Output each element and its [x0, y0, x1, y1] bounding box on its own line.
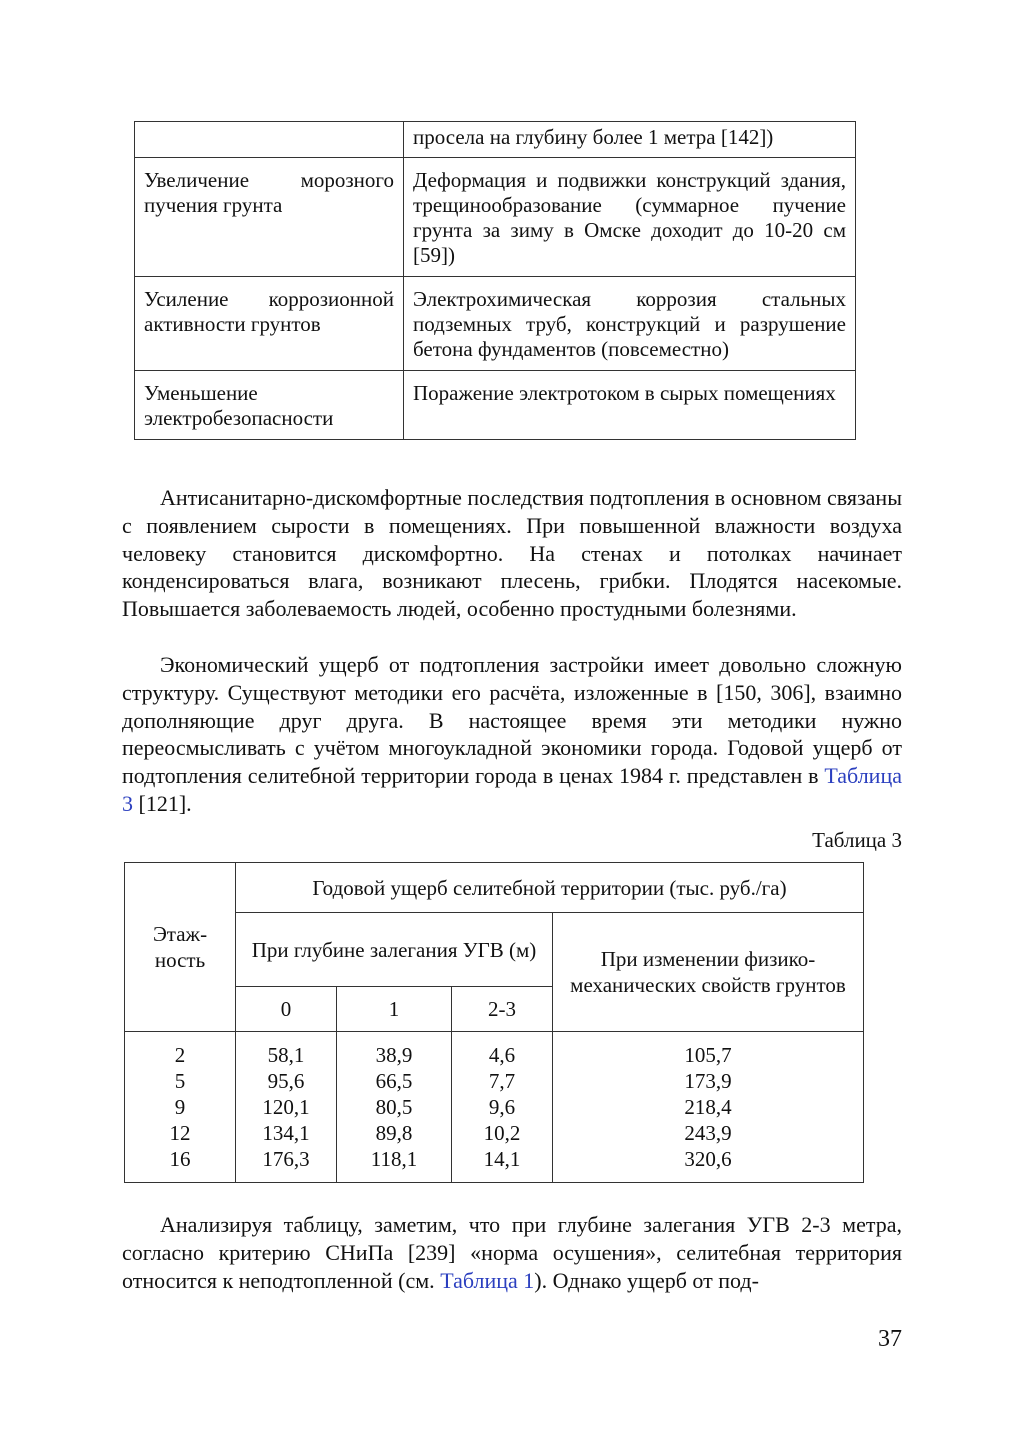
table-row: [135, 371, 856, 440]
paragraph-text: Экономический ущерб от подтопления застройки имеет довольно сложную структуру. Существуют методики его расчёта, изложенные в [150, 306], взаимно дополняющие друг друга. В настоящее время эти методики нужно переосмысливать с учётом многоукладной экономики города. Годовой ущерб от подтопления селитебной территории города в ценах 1984 г. представлен в: [122, 652, 902, 789]
table-cell: 9: [174, 1095, 186, 1119]
cause-cell: Уменьшение электробезопасности: [135, 371, 404, 440]
depth-23-column: [452, 1032, 553, 1183]
table-cell: 243,9: [684, 1121, 732, 1145]
table-row: [135, 277, 856, 371]
table-cell: 105,7: [684, 1043, 732, 1067]
paragraph-text: [121].: [133, 790, 192, 816]
table-header-row: [125, 863, 864, 913]
table-cell: 89,8: [375, 1121, 413, 1145]
depth-col-header: 0: [236, 987, 337, 1032]
table-row: [135, 122, 856, 158]
table-cell: 120,1: [262, 1095, 310, 1119]
cause-cell: Увеличение морозного пучения грунта: [135, 158, 404, 277]
floors-column: [125, 1032, 236, 1183]
table-cell: 320,6: [684, 1147, 732, 1171]
table-cell: 14,1: [483, 1147, 521, 1171]
cause-cell: [135, 122, 404, 158]
paragraph-text: ). Однако ущерб от под-: [534, 1267, 759, 1293]
depth-col-header: 1: [337, 987, 452, 1032]
depth-col-header: 2-3: [452, 987, 553, 1032]
table-cell: 5: [174, 1069, 186, 1093]
paragraph-text: Анализируя таблицу, заметим, что при глубине залегания УГВ 2-3 метра, согласно критерию СНиПа [239] «норма осушения», селитебная территория относится к неподтопленной (см.: [122, 1212, 902, 1293]
table-cell: 218,4: [684, 1095, 732, 1119]
table-cell: 12: [169, 1121, 191, 1145]
table-caption: Таблица 3: [812, 828, 902, 852]
table-cell: 95,6: [267, 1069, 305, 1093]
table3-link[interactable]: Таблица 3: [122, 763, 902, 816]
depth-1-column: [337, 1032, 452, 1183]
effect-cell: Деформация и подвижки конструкций здания, трещинообразование (суммарное пучение грунта за зиму в Омске доходит до 10-20 см [59]): [404, 158, 856, 277]
table-cell: 7,7: [488, 1069, 516, 1093]
props-column: [553, 1032, 864, 1183]
table-cell: 16: [169, 1147, 191, 1171]
table-cell: 2: [174, 1043, 186, 1067]
table-cell: 80,5: [375, 1095, 413, 1119]
effect-cell: просела на глубину более 1 метра [142]): [404, 122, 856, 158]
depth-header: При глубине залегания УГВ (м): [236, 913, 553, 987]
table1-link[interactable]: Таблица 1: [440, 1267, 535, 1293]
page-number: 37: [878, 1326, 902, 1352]
table-cell: 66,5: [375, 1069, 413, 1093]
cause-cell: Усиление коррозионной активности грунтов: [135, 277, 404, 371]
effect-cell: Электрохимическая коррозия стальных подземных труб, конструкций и разрушение бетона фундаментов (повсеместно): [404, 277, 856, 371]
table-header-row: [125, 913, 864, 987]
effect-cell: Поражение электротоком в сырых помещениях: [404, 371, 856, 440]
table-cell: 134,1: [262, 1121, 310, 1145]
table-row: [135, 158, 856, 277]
floors-header: Этаж-ность: [125, 863, 236, 1032]
damage-table: [124, 862, 864, 1183]
props-header: При изменении физико-механических свойств грунтов: [553, 913, 864, 1032]
table-cell: 118,1: [370, 1147, 418, 1171]
paragraph-analysis: [122, 1211, 902, 1294]
paragraph-economic: [122, 651, 902, 818]
depth-0-column: [236, 1032, 337, 1183]
group-header: Годовой ущерб селитебной территории (тыс. руб./га): [236, 863, 864, 913]
consequences-table: [134, 121, 856, 440]
table-cell: 38,9: [375, 1043, 413, 1067]
table-body-row: [125, 1032, 864, 1183]
table-cell: 176,3: [262, 1147, 310, 1171]
table-cell: 4,6: [488, 1043, 516, 1067]
table-cell: 10,2: [483, 1121, 521, 1145]
table-cell: 173,9: [684, 1069, 732, 1093]
table-cell: 58,1: [267, 1043, 305, 1067]
table-cell: 9,6: [488, 1095, 516, 1119]
paragraph-sanitary: Антисанитарно-дискомфортные последствия подтопления в основном связаны с появлением сырости в помещениях. При повышенной влажности воздуха человеку становится дискомфортно. На стенах и потолках начинает конденсироваться влага, возникают плесень, грибки. Плодятся насекомые. Повышается заболеваемость людей, особенно простудными болезнями.: [122, 485, 902, 622]
